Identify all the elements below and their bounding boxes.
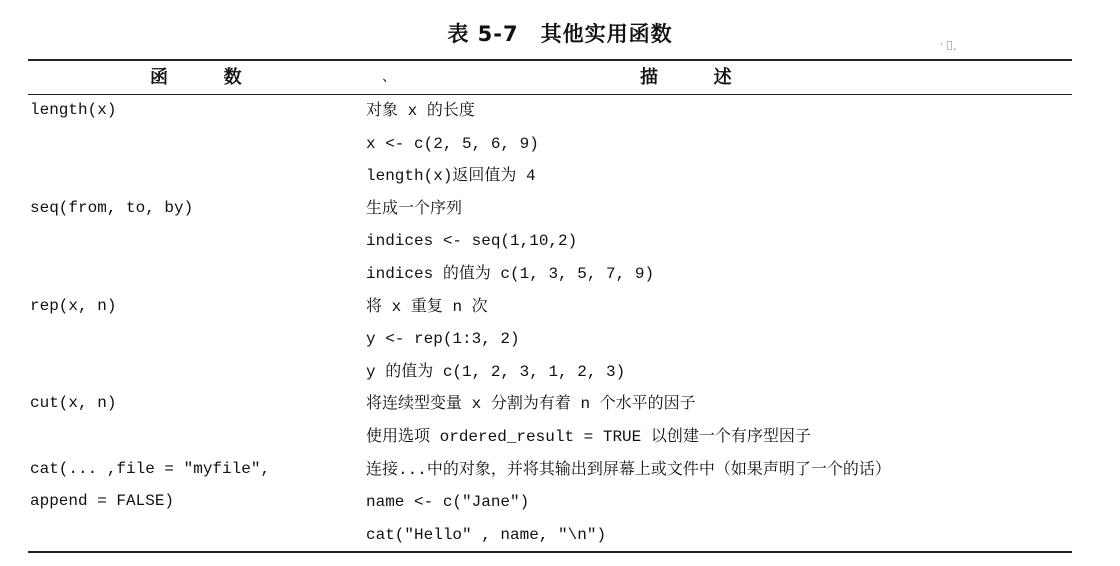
table-row-description: indices 的值为 c(1, 3, 5, 7, 9) — [366, 263, 655, 283]
table-row-description: 使用选项 ordered_result = TRUE 以创建一个有序型因子 — [366, 426, 811, 446]
table-header-rule — [28, 94, 1072, 95]
table-row-description: x <- c(2, 5, 6, 9) — [366, 135, 539, 153]
header-description-char-1: 描 — [640, 67, 659, 88]
header-function-char-1: 函 — [150, 67, 169, 88]
table-row-description: indices <- seq(1,10,2) — [366, 232, 578, 250]
table-row-description: cat("Hello" , name, "\n") — [366, 526, 607, 544]
header-description-char-2: 述 — [713, 67, 733, 88]
header-tick-mark: 、 — [382, 69, 396, 85]
table-row-description: 对象 x 的长度 — [366, 100, 475, 120]
table-row-function: cat(... ,file = "myfile", — [30, 460, 271, 478]
table-top-rule — [28, 59, 1072, 61]
table-row-function: rep(x, n) — [30, 297, 117, 315]
table-row-function: cut(x, n) — [30, 394, 117, 412]
header-function — [150, 63, 270, 89]
table-row-function: length(x) — [30, 101, 117, 119]
scan-specks: · ﾟ˛ — [940, 40, 958, 51]
header-function-char-2: 数 — [223, 67, 243, 88]
table-row-description: 将 x 重复 n 次 — [366, 296, 488, 316]
table-caption: 表 5-7 其他实用函数 — [447, 22, 673, 46]
header-description — [640, 63, 780, 89]
table-row-description: 生成一个序列 — [366, 198, 463, 217]
table-row-description: length(x)返回值为 4 — [366, 165, 536, 185]
table-bottom-rule — [28, 551, 1072, 553]
table-row-description: 连接...中的对象，并将其输出到屏幕上或文件中（如果声明了一个的话） — [366, 459, 891, 479]
table-row-description: y <- rep(1:3, 2) — [366, 330, 520, 348]
table-row-description: 将连续型变量 x 分割为有着 n 个水平的因子 — [366, 393, 696, 413]
table-row-function: seq(from, to, by) — [30, 199, 194, 217]
table-row-description: y 的值为 c(1, 2, 3, 1, 2, 3) — [366, 361, 626, 381]
table-row-function: append = FALSE) — [30, 492, 175, 510]
table-row-description: name <- c("Jane") — [366, 493, 530, 511]
